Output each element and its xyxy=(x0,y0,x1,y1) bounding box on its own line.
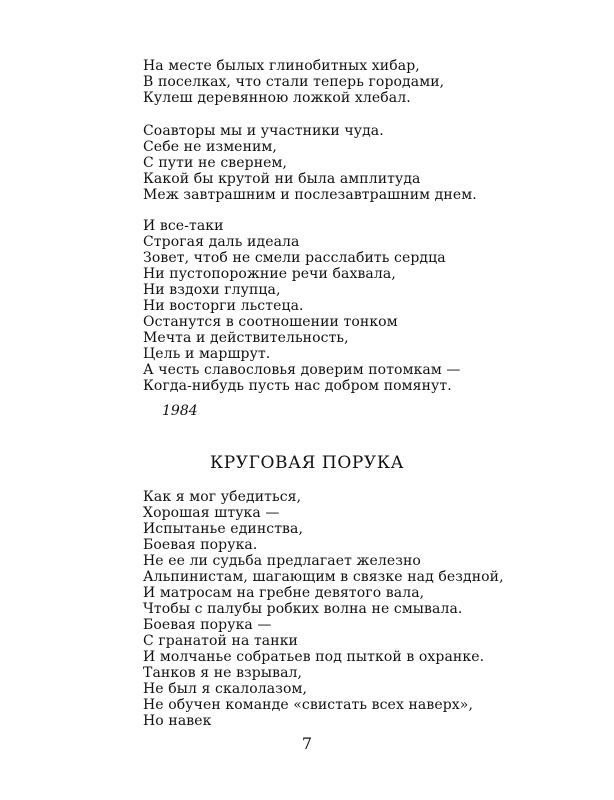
poem-line: Альпинистам, шагающим в связке над бездной, xyxy=(143,569,504,585)
poem-line: Меж завтрашним и послезавтрашним днем. xyxy=(143,187,477,203)
poem-line: Не был я скалолазом, xyxy=(143,681,308,697)
poem-line: С пути не свернем, xyxy=(143,155,288,171)
poem2-body xyxy=(143,489,504,729)
poem-line: Танков я не взрывал, xyxy=(143,665,303,681)
page-number: 7 xyxy=(301,734,313,753)
poem-line: Когда-нибудь пусть нас добром помянут. xyxy=(143,378,452,394)
poem-line: И все-таки xyxy=(143,218,224,234)
poem-line: Ни пустопорожние речи бахвала, xyxy=(143,266,396,282)
poem-line: В поселках, что стали теперь городами, xyxy=(143,74,445,90)
poem-line: Останутся в соотношении тонком xyxy=(143,314,398,330)
poem-line: С гранатой на танки xyxy=(143,633,298,649)
poem-line: Не обучен команде «свистать всех наверх», xyxy=(143,697,474,713)
poem-line: Как я мог убедиться, xyxy=(143,489,302,505)
poem-line: На месте былых глинобитных хибар, xyxy=(143,58,420,74)
poem-line: А честь славословья доверим потомкам — xyxy=(143,362,461,378)
poem-line: Ни восторги льстеца. xyxy=(143,298,304,314)
poem-line: Мечта и действительность, xyxy=(143,330,349,346)
poem-line: И матросам на гребне девятого вала, xyxy=(143,585,425,601)
poem-date: 1984 xyxy=(162,403,198,419)
poem-line: Кулеш деревянною ложкой хлебал. xyxy=(143,90,411,106)
poem-line: И молчанье собратьев под пыткой в охранке. xyxy=(143,649,485,665)
poem-title: КРУГОВАЯ ПОРУКА xyxy=(209,453,405,473)
poem-line: Испытанье единства, xyxy=(143,521,304,537)
poem-line: Себе не изменим, xyxy=(143,139,277,155)
poem-line: Хорошая штука — xyxy=(143,505,280,521)
poem-line: Не ее ли судьба предлагает железно xyxy=(143,553,421,569)
poem1-stanza-1 xyxy=(143,58,444,106)
poem-line: Соавторы мы и участники чуда. xyxy=(143,123,384,139)
poem-line: Чтобы с палубы робких волна не смывала. xyxy=(143,601,463,617)
poem-line: Зовет, чтоб не смели расслабить сердца xyxy=(143,250,446,266)
poem-line: Строгая даль идеала xyxy=(143,234,300,250)
poem1-stanza-2 xyxy=(143,123,477,203)
poem-line: Ни вздохи глупца, xyxy=(143,282,281,298)
poem-line: Но навек xyxy=(143,713,212,729)
poem-line: Цель и маршрут. xyxy=(143,346,271,362)
poem-line: Боевая порука — xyxy=(143,617,272,633)
poem-line: Боевая порука. xyxy=(143,537,258,553)
poem1-stanza-3 xyxy=(143,218,461,394)
poem-line: Какой бы крутой ни была амплитуда xyxy=(143,171,421,187)
